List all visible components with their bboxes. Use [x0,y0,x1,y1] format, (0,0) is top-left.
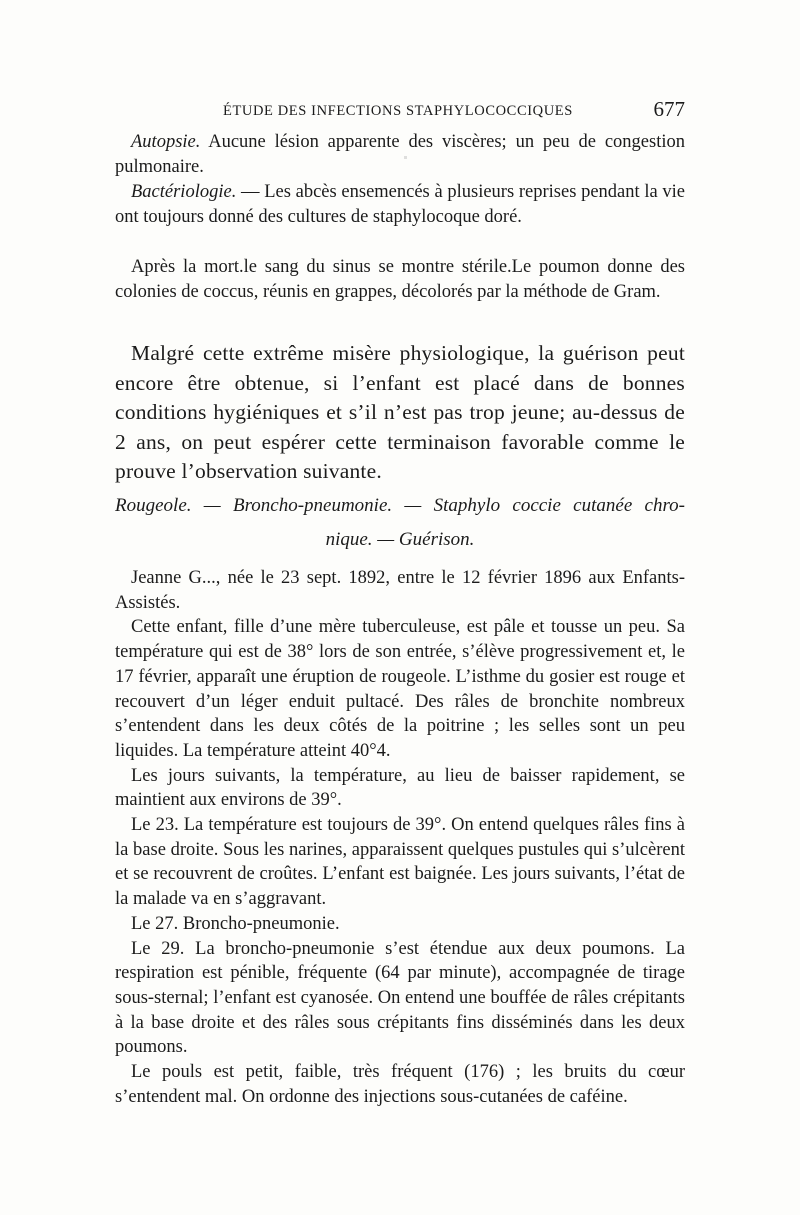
autopsy-text: Aucune lésion apparente des viscères; un peu de congestion pulmonaire. [115,132,685,177]
bacteriology-text: — Les abcès ensemencés à plusieurs reprises pendant la vie ont toujours donné des cultures de staphylocoque doré. [115,182,685,227]
obs-paragraph: Les jours suivants, la température, au lieu de baisser rapidement, se maintient aux environs de 39°. [115,765,685,811]
autopsy-label: Autopsie. [131,132,201,152]
observation-body [115,566,685,1109]
bacteriology-paragraph [115,180,685,229]
print-speck [404,156,407,159]
running-title: ÉTUDE DES INFECTIONS STAPHYLOCOCCIQUES [223,103,573,119]
post-mortem-text: Après la mort.le sang du sinus se montre stérile.Le poumon donne des colonies de coccus, réunis en grappes, décolorés par la méthode de Gram. [115,257,685,302]
observation-title-line-1: Rougeole. — Broncho-pneumonie. — Staphylo coccie cutanée chro- [115,495,685,516]
obs-paragraph: Le 27. Broncho-pneumonie. [131,913,340,934]
prognosis-paragraph [115,339,685,487]
autopsy-paragraph [115,130,685,179]
page-number: 677 [653,97,685,121]
observation-title [115,494,685,552]
obs-paragraph: Le 23. La température est toujours de 39°. On entend quelques râles fins à la base droite. Sous les narines, apparaissent quelques pustules qui s’ulcèrent et se recouvrent de croûtes. L’enfant est baignée. Les jours suivants, l’état de la malade va en s’aggravant. [115,815,685,910]
post-mortem-paragraph [115,255,685,304]
prognosis-text: Malgré cette extrême misère physiologique, la guérison peut encore être obtenue, si l’enfant est placé dans de bonnes conditions hygiéniques et s’il n’est pas trop jeune; au-dessus de 2 ans, on peut espérer cette terminaison favorable comme le prouve l’observation suivante. [115,341,685,484]
obs-paragraph: Cette enfant, fille d’une mère tuberculeuse, est pâle et tousse un peu. Sa température qui est de 38° lors de son entrée, s’élève progressivement et, le 17 février, apparaît une éruption de rougeole. L’isthme du gosier est rouge et recouvert d’un léger enduit pultacé. Des râles de bronchite nombreux s’entendent dans les deux côtés de la poitrine ; les selles sont un peu liquides. La température atteint 40°4. [115,617,685,761]
page-header [115,97,685,127]
obs-paragraph: Le pouls est petit, faible, très fréquent (176) ; les bruits du cœur s’entendent mal. On ordonne des injections sous-cutanées de caféine. [115,1062,685,1107]
obs-paragraph: Jeanne G..., née le 23 sept. 1892, entre le 12 février 1896 aux Enfants-Assistés. [115,568,685,613]
bacteriology-label: Bactériologie. [131,182,237,202]
obs-paragraph: Le 29. La broncho-pneumonie s’est étendue aux deux poumons. La respiration est pénible, fréquente (64 par minute), accompagnée de tirage sous-sternal; l’enfant est cyanosée. On entend une bouffée de râles crépitants à la base droite et des râles sous crépitants fins disséminés dans les deux poumons. [115,938,685,1058]
observation-title-line-2: nique. — Guérison. [325,529,475,550]
